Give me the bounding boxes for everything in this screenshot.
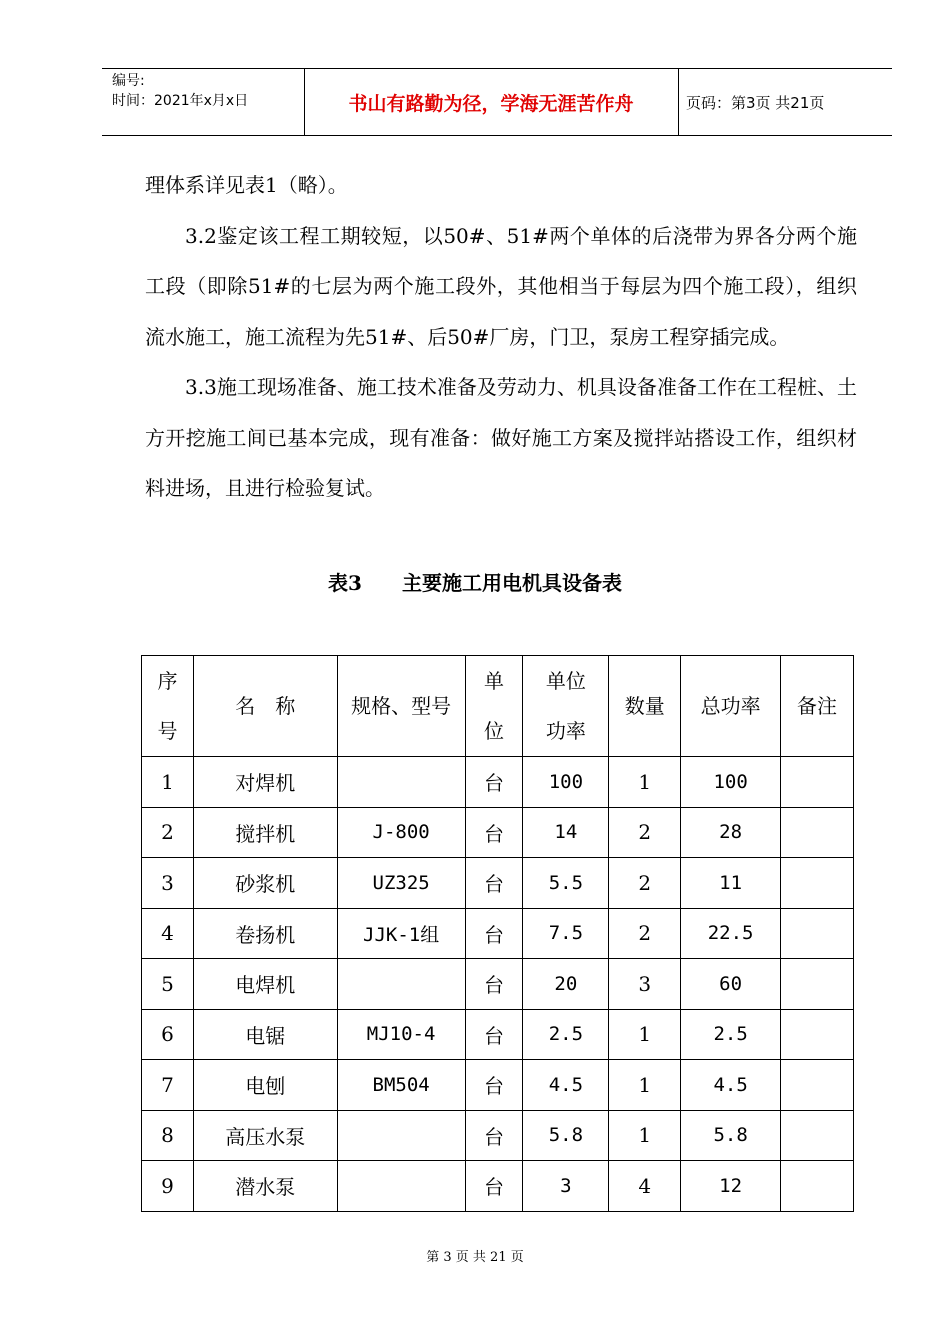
cell-qty: 3 <box>609 959 681 1010</box>
cell-note <box>781 959 854 1010</box>
cell-seq: 4 <box>142 908 194 959</box>
header-page-info: 页码：第3页 共21页 <box>686 93 825 112</box>
cell-total: 4.5 <box>681 1060 781 1111</box>
header-seq: 序 号 <box>142 656 194 757</box>
cell-unit: 台 <box>465 858 523 909</box>
cell-note <box>781 858 854 909</box>
cell-note <box>781 1060 854 1111</box>
cell-power: 14 <box>523 807 609 858</box>
table-row <box>142 908 854 959</box>
cell-unit: 台 <box>465 908 523 959</box>
table-row <box>142 1009 854 1060</box>
header-name: 名 称 <box>193 656 337 757</box>
table-row <box>142 1161 854 1212</box>
cell-seq: 9 <box>142 1161 194 1212</box>
cell-note <box>781 757 854 808</box>
cell-name: 电刨 <box>193 1060 337 1111</box>
cell-name: 搅拌机 <box>193 807 337 858</box>
header-quantity: 数量 <box>609 656 681 757</box>
cell-total: 28 <box>681 807 781 858</box>
cell-seq: 1 <box>142 757 194 808</box>
cell-spec <box>337 757 465 808</box>
cell-total: 11 <box>681 858 781 909</box>
cell-seq: 5 <box>142 959 194 1010</box>
page-footer: 第 3 页 共 21 页 <box>426 1250 524 1265</box>
paragraph-3: 3.3施工现场准备、施工技术准备及劳动力、机具设备准备工作在工程桩、土方开挖施工间已基本完成，现有准备：做好施工方案及搅拌站搭设工作，组织材料进场，且进行检验复试。 <box>145 375 857 500</box>
table-row <box>142 1060 854 1111</box>
cell-spec: UZ325 <box>337 858 465 909</box>
header-meta <box>112 71 307 111</box>
cell-name: 电锯 <box>193 1009 337 1060</box>
cell-seq: 6 <box>142 1009 194 1060</box>
table-caption <box>0 566 950 600</box>
cell-name: 砂浆机 <box>193 858 337 909</box>
cell-total: 5.8 <box>681 1110 781 1161</box>
table-row <box>142 757 854 808</box>
header-spec: 规格、型号 <box>337 656 465 757</box>
cell-spec: BM504 <box>337 1060 465 1111</box>
cell-spec <box>337 1110 465 1161</box>
header-divider-right <box>678 69 679 135</box>
cell-seq: 3 <box>142 858 194 909</box>
header-unit-power: 单位 功率 <box>523 656 609 757</box>
cell-power: 4.5 <box>523 1060 609 1111</box>
cell-note <box>781 1009 854 1060</box>
page-header <box>102 68 892 136</box>
cell-power: 100 <box>523 757 609 808</box>
cell-qty: 1 <box>609 1009 681 1060</box>
cell-note <box>781 1110 854 1161</box>
table-caption-title: 主要施工用电机具设备表 <box>401 571 622 595</box>
number-label: 编号: <box>112 73 145 89</box>
cell-spec <box>337 959 465 1010</box>
table-header-row <box>142 656 854 757</box>
cell-unit: 台 <box>465 807 523 858</box>
cell-power: 7.5 <box>523 908 609 959</box>
cell-note <box>781 1161 854 1212</box>
cell-power: 3 <box>523 1161 609 1212</box>
cell-note <box>781 908 854 959</box>
header-motto: 书山有路勤为径，学海无涯苦作舟 <box>348 92 634 115</box>
cell-seq: 2 <box>142 807 194 858</box>
cell-unit: 台 <box>465 1060 523 1111</box>
cell-spec: MJ10-4 <box>337 1009 465 1060</box>
cell-unit: 台 <box>465 1009 523 1060</box>
body-text <box>145 160 857 514</box>
header-unit: 单 位 <box>465 656 523 757</box>
cell-qty: 1 <box>609 1110 681 1161</box>
table-row <box>142 858 854 909</box>
cell-name: 对焊机 <box>193 757 337 808</box>
cell-note <box>781 807 854 858</box>
cell-unit: 台 <box>465 959 523 1010</box>
time-label: 时间：2021年x月x日 <box>112 93 249 109</box>
cell-total: 2.5 <box>681 1009 781 1060</box>
cell-unit: 台 <box>465 1110 523 1161</box>
cell-power: 5.8 <box>523 1110 609 1161</box>
cell-power: 2.5 <box>523 1009 609 1060</box>
paragraph-1: 理体系详见表1（略）。 <box>145 173 348 197</box>
cell-qty: 1 <box>609 1060 681 1111</box>
table-row <box>142 1110 854 1161</box>
cell-spec <box>337 1161 465 1212</box>
cell-unit: 台 <box>465 757 523 808</box>
cell-total: 100 <box>681 757 781 808</box>
equipment-table <box>141 655 854 1212</box>
header-total-power: 总功率 <box>681 656 781 757</box>
cell-qty: 2 <box>609 807 681 858</box>
cell-seq: 7 <box>142 1060 194 1111</box>
header-note: 备注 <box>781 656 854 757</box>
cell-name: 电焊机 <box>193 959 337 1010</box>
cell-total: 60 <box>681 959 781 1010</box>
cell-name: 高压水泵 <box>193 1110 337 1161</box>
table-row <box>142 959 854 1010</box>
cell-power: 20 <box>523 959 609 1010</box>
cell-name: 卷扬机 <box>193 908 337 959</box>
cell-power: 5.5 <box>523 858 609 909</box>
cell-unit: 台 <box>465 1161 523 1212</box>
cell-seq: 8 <box>142 1110 194 1161</box>
cell-qty: 1 <box>609 757 681 808</box>
cell-spec: J-800 <box>337 807 465 858</box>
cell-name: 潜水泵 <box>193 1161 337 1212</box>
table-row <box>142 807 854 858</box>
paragraph-2: 3.2鉴定该工程工期较短，以50#、51#两个单体的后浇带为界各分两个施工段（即除51#的七层为两个施工段外，其他相当于每层为四个施工段），组织流水施工，施工流程为先51#、后50#厂房，门卫，泵房工程穿插完成。 <box>145 223 857 349</box>
cell-total: 12 <box>681 1161 781 1212</box>
cell-qty: 4 <box>609 1161 681 1212</box>
table-caption-number: 表3 <box>328 571 362 595</box>
cell-qty: 2 <box>609 908 681 959</box>
cell-spec: JJK-1组 <box>337 908 465 959</box>
cell-total: 22.5 <box>681 908 781 959</box>
cell-qty: 2 <box>609 858 681 909</box>
